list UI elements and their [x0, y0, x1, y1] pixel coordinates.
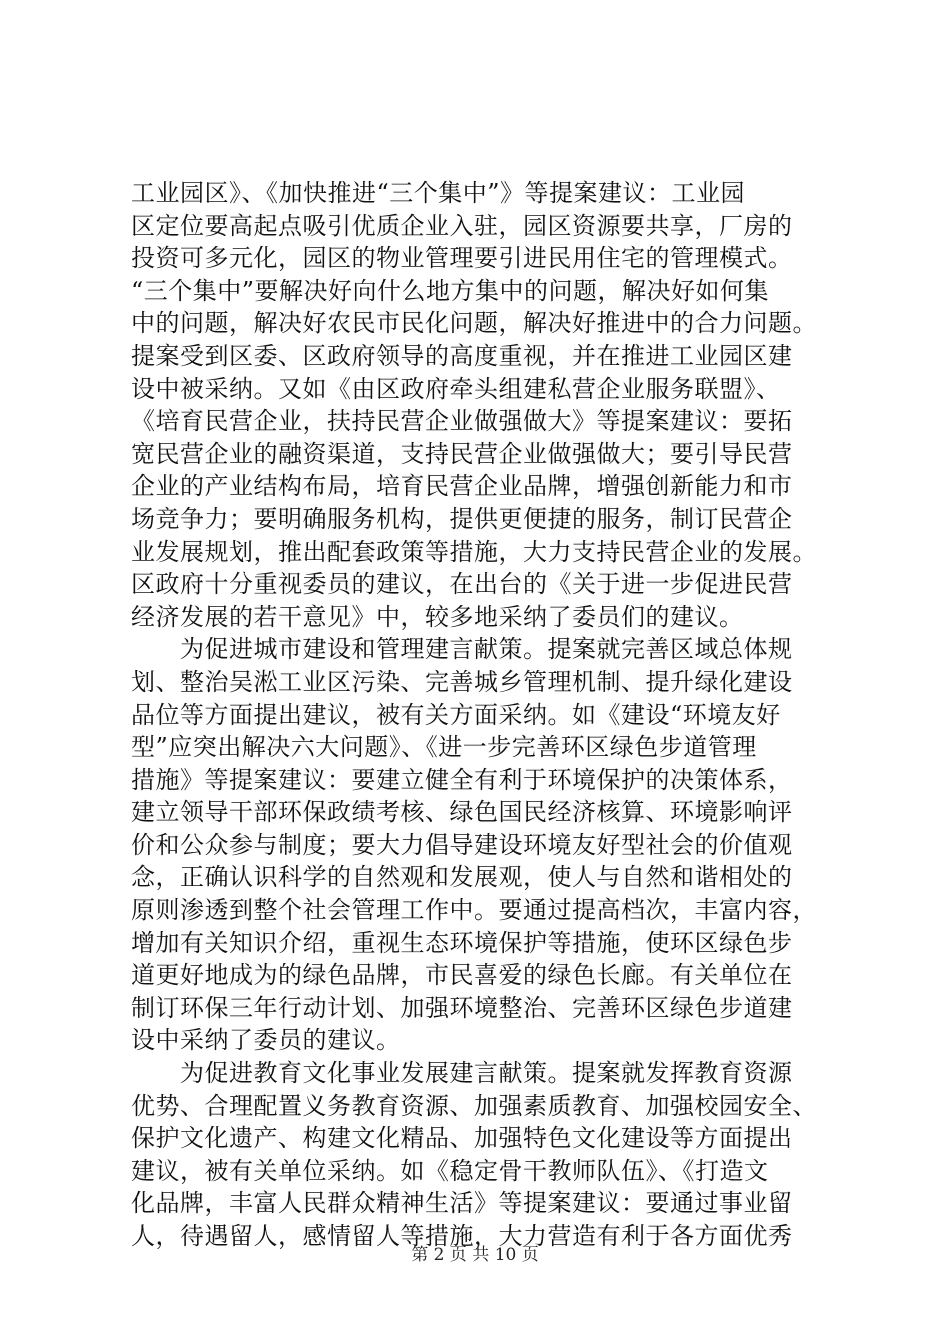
text-line: 宽民营企业的融资渠道，支持民营企业做强做大；要引导民营 [131, 439, 793, 468]
text-line: 型”应突出解决六大问题》、《进一步完善环区绿色步道管理 [131, 733, 757, 762]
text-line: 增加有关知识介绍，重视生态环境保护等措施，使环区绿色步 [131, 928, 793, 957]
text-line: 中的问题，解决好农民市民化问题，解决好推进中的合力问题。 [131, 309, 817, 338]
text-line: 为促进教育文化事业发展建言献策。提案就发挥教育资源 [131, 1059, 793, 1088]
text-line: 场竞争力；要明确服务机构，提供更便捷的服务，制订民营企 [131, 504, 793, 533]
text-line: 优势、合理配置义务教育资源、加强素质教育、加强校园安全、 [131, 1091, 817, 1120]
text-line: 经济发展的若干意见》中，较多地采纳了委员们的建议。 [131, 602, 744, 631]
text-line: 《培育民营企业，扶持民营企业做强做大》等提案建议：要拓 [131, 407, 793, 436]
text-line: 人，待遇留人，感情留人等措施，大力营造有利于各方面优秀 [131, 1222, 793, 1250]
text-line: 区政府十分重视委员的建议，在出台的《关于进一步促进民营 [131, 570, 793, 599]
document-body [131, 177, 851, 1253]
text-line: 区定位要高起点吸引优质企业入驻，园区资源要共享，厂房的 [131, 211, 793, 240]
text-line: 制订环保三年行动计划、加强环境整治、完善环区绿色步道建 [131, 993, 793, 1022]
text-line: 设中被采纳。又如《由区政府牵头组建私营企业服务联盟》、 [131, 374, 781, 403]
text-line: 化品牌，丰富人民群众精神生活》等提案建议：要通过事业留 [131, 1189, 793, 1218]
text-line: 念，正确认识科学的自然观和发展观，使人与自然和谐相处的 [131, 863, 793, 892]
text-line: 划、整治吴淞工业区污染、完善城乡管理机制、提升绿化建设 [131, 667, 793, 696]
text-line: 道更好地成为的绿色品牌，市民喜爱的绿色长廊。有关单位在 [131, 961, 793, 990]
text-line: 投资可多元化，园区的物业管理要引进民用住宅的管理模式。 [131, 244, 793, 273]
text-line: 保护文化遗产、构建文化精品、加强特色文化建设等方面提出 [131, 1124, 793, 1153]
text-line: 品位等方面提出建议，被有关方面采纳。如《建设“环境友好 [131, 700, 781, 729]
text-line: 价和公众参与制度；要大力倡导建设环境友好型社会的价值观 [131, 830, 793, 859]
text-line: “三个集中”要解决好向什么地方集中的问题，解决好如何集 [131, 276, 770, 305]
text-line: 原则渗透到整个社会管理工作中。要通过提高档次，丰富内容， [131, 896, 817, 925]
text-line: 提案受到区委、区政府领导的高度重视，并在推进工业园区建 [131, 341, 793, 370]
text-line: 企业的产业结构布局，培育民营企业品牌，增强创新能力和市 [131, 472, 793, 501]
text-line: 工业园区》、《加快推进“三个集中”》等提案建议：工业园 [131, 179, 746, 207]
text-line: 建议，被有关单位采纳。如《稳定骨干教师队伍》、《打造文 [131, 1156, 769, 1185]
text-line: 设中采纳了委员的建议。 [131, 1026, 401, 1055]
text-line: 为促进城市建设和管理建言献策。提案就完善区域总体规 [131, 635, 793, 664]
page-footer: 第 2 页 共 10 页 [411, 1245, 539, 1265]
text-line: 建立领导干部环保政绩考核、绿色国民经济核算、环境影响评 [131, 798, 793, 827]
text-line: 业发展规划，推出配套政策等措施，大力支持民营企业的发展。 [131, 537, 817, 566]
text-line: 措施》等提案建议：要建立健全有利于环境保护的决策体系， [131, 765, 793, 794]
